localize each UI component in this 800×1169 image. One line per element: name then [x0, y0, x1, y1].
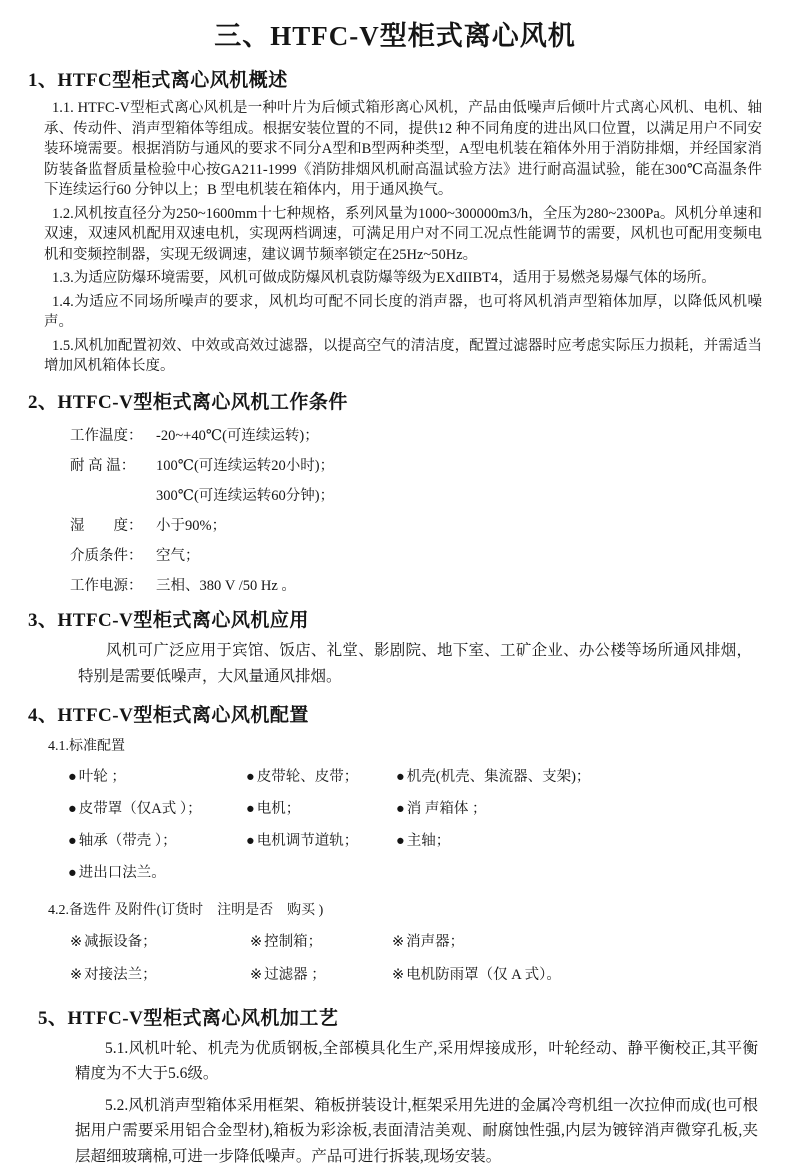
- option-marker-icon: ※: [70, 933, 82, 952]
- standard-config-row: [68, 800, 762, 819]
- paragraph-1-4: 1.4.为适应不同场所噪声的要求，风机均可配不同长度的消声器，也可将风机消声型箱体加厚，以降低风机噪声。: [44, 292, 762, 333]
- option-marker-icon: ※: [250, 933, 262, 952]
- standard-item-label: 皮带轮、皮带；: [257, 768, 359, 787]
- bullet-icon: ●: [68, 800, 77, 819]
- standard-config-subheading: 4.1.标准配置: [48, 735, 762, 755]
- paragraph-5-1: 5.1.风机叶轮、机壳为优质钢板,全部模具化生产,采用焊接成形，叶轮经动、静平衡校正,其平衡精度为不大于5.6级。: [75, 1036, 758, 1087]
- standard-item: [396, 832, 762, 851]
- optional-item: [70, 966, 250, 985]
- standard-item-label: 机壳(机壳、集流器、支架)；: [407, 768, 591, 787]
- working-conditions-list: [70, 424, 762, 595]
- standard-item: [68, 832, 246, 851]
- bullet-icon: ●: [396, 832, 405, 851]
- optional-item-label: 电机防雨罩（仅 A 式）。: [406, 966, 561, 985]
- condition-row: [70, 544, 762, 565]
- standard-item-label: 叶轮 ；: [79, 768, 126, 787]
- standard-item-label: 消 声箱体 ；: [407, 800, 487, 819]
- bullet-icon: ●: [68, 768, 77, 787]
- paragraph-1-2: 1.2.风机按直径分为250~1600mm十七种规格，系列风量为1000~300000m3/h，全压为280~2300Pa。风机分单速和双速，双速风机配用双速电机，实现两档调速，可满足用户对不同工况点性能调节的需要，风机也可配用变频电机和变频控制器，实现无级调速，建议调节频率锁定在25Hz~50Hz。: [44, 204, 762, 266]
- optional-item: [250, 966, 392, 985]
- section-1-heading: 1、HTFC型柜式离心风机概述: [28, 65, 762, 92]
- section-3-heading: 3、HTFC-V型柜式离心风机应用: [28, 605, 762, 632]
- condition-value: 空气；: [156, 544, 200, 565]
- document-title: 三、HTFC-V型柜式离心风机: [28, 14, 762, 53]
- optional-config-row: [70, 966, 762, 985]
- standard-item-label: 电机调节道轨；: [257, 832, 359, 851]
- optional-item: [250, 933, 392, 952]
- optional-item-label: 过滤器 ；: [264, 966, 326, 985]
- condition-label: 工作温度：: [70, 424, 156, 445]
- condition-value: 300℃(可连续运转60分钟)；: [156, 484, 334, 505]
- standard-item: [396, 768, 762, 787]
- condition-row: [70, 484, 762, 505]
- optional-item-label: 控制箱；: [264, 933, 322, 952]
- application-body: 风机可广泛应用于宾馆、饭店、礼堂、影剧院、地下室、工矿企业、办公楼等场所通风排烟，特别是需要低噪声，大风量通风排烟。: [78, 638, 752, 690]
- option-marker-icon: ※: [392, 933, 404, 952]
- standard-config-row: [68, 832, 762, 851]
- bullet-icon: ●: [246, 800, 255, 819]
- paragraph-1-1: 1.1. HTFC-V型柜式离心风机是一种叶片为后倾式箱形离心风机，产品由低噪声后倾叶片式离心风机、电机、轴承、传动件、消声型箱体等组成。根据安装位置的不同，提供12 种不同角度的进出风口位置，以满足用户不同安装环境需要。根据消防与通风的要求不同分A型和B型两种类型，A型电机装在箱体外用于消防排烟，并经国家消防装备监督质量检验中心按GA211-1999《消防排烟风机耐高温试验方法》进行耐高温试验，能在300℃高温条件下连续运行60 分钟以上；B 型电机装在箱体内，用于通风换气。: [44, 98, 762, 201]
- bullet-icon: ●: [68, 864, 77, 883]
- standard-item: [68, 768, 246, 787]
- paragraph-5-2: 5.2.风机消声型箱体采用框架、箱板拼装设计,框架采用先进的金属冷弯机组一次拉伸而成(也可根据用户需要采用铝合金型材),箱板为彩涂板,表面清洁美观、耐腐蚀性强,内层为镀锌消声微穿孔板,夹层超细玻璃棉,可进一步降低噪声。产品可进行拆装,现场安装。: [75, 1093, 758, 1169]
- optional-item-label: 对接法兰；: [84, 966, 157, 985]
- condition-value: 三相、380 V /50 Hz 。: [156, 574, 296, 595]
- option-marker-icon: ※: [70, 966, 82, 985]
- optional-item: [70, 933, 250, 952]
- condition-value: 100℃(可连续运转20小时)；: [156, 454, 334, 475]
- standard-item-label: 皮带罩（仅A式 ）；: [79, 800, 202, 819]
- section-2-heading: 2、HTFC-V型柜式离心风机工作条件: [28, 387, 762, 414]
- standard-item-label: 轴承（带壳 ）；: [79, 832, 177, 851]
- condition-row: [70, 424, 762, 445]
- standard-config-row: [68, 768, 762, 787]
- section-5-heading: 5、HTFC-V型柜式离心风机加工艺: [38, 1003, 762, 1030]
- standard-item: [246, 768, 396, 787]
- optional-item-label: 消声器；: [406, 933, 464, 952]
- bullet-icon: ●: [396, 800, 405, 819]
- paragraph-1-5: 1.5.风机加配置初效、中效或高效过滤器，以提高空气的清洁度，配置过滤器时应考虑实际压力损耗，并需适当增加风机箱体长度。: [44, 336, 762, 377]
- standard-item-label: 主轴；: [407, 832, 451, 851]
- standard-item-label: 电机；: [257, 800, 301, 819]
- standard-config-row: [68, 864, 762, 883]
- condition-row: [70, 454, 762, 475]
- optional-config-row: [70, 933, 762, 952]
- optional-config-subheading: 4.2.备选件 及附件(订货时 注明是否 购买 ): [48, 899, 762, 919]
- option-marker-icon: ※: [250, 966, 262, 985]
- condition-value: -20~+40℃(可连续运转)；: [156, 424, 319, 445]
- section-4-heading: 4、HTFC-V型柜式离心风机配置: [28, 700, 762, 727]
- standard-item: [68, 864, 246, 883]
- condition-label: 介质条件：: [70, 544, 156, 565]
- standard-item: [246, 800, 396, 819]
- condition-label: [70, 484, 156, 505]
- bullet-icon: ●: [396, 768, 405, 787]
- condition-value: 小于90%；: [156, 514, 226, 535]
- condition-row: [70, 574, 762, 595]
- paragraph-1-3: 1.3.为适应防爆环境需要，风机可做成防爆风机袁防爆等级为EXdIIBT4，适用于易燃尧易爆气体的场所。: [44, 268, 762, 289]
- option-marker-icon: ※: [392, 966, 404, 985]
- condition-row: [70, 514, 762, 535]
- optional-item-label: 减振设备；: [84, 933, 157, 952]
- condition-label: 工作电源：: [70, 574, 156, 595]
- standard-item: [246, 832, 396, 851]
- optional-item: [392, 933, 762, 952]
- condition-label: 耐 高 温：: [70, 454, 156, 475]
- standard-item-label: 进出口法兰。: [79, 864, 166, 883]
- standard-item: [396, 800, 762, 819]
- standard-item: [68, 800, 246, 819]
- bullet-icon: ●: [68, 832, 77, 851]
- bullet-icon: ●: [246, 768, 255, 787]
- bullet-icon: ●: [246, 832, 255, 851]
- optional-item: [392, 966, 762, 985]
- condition-label: 湿 度：: [70, 514, 156, 535]
